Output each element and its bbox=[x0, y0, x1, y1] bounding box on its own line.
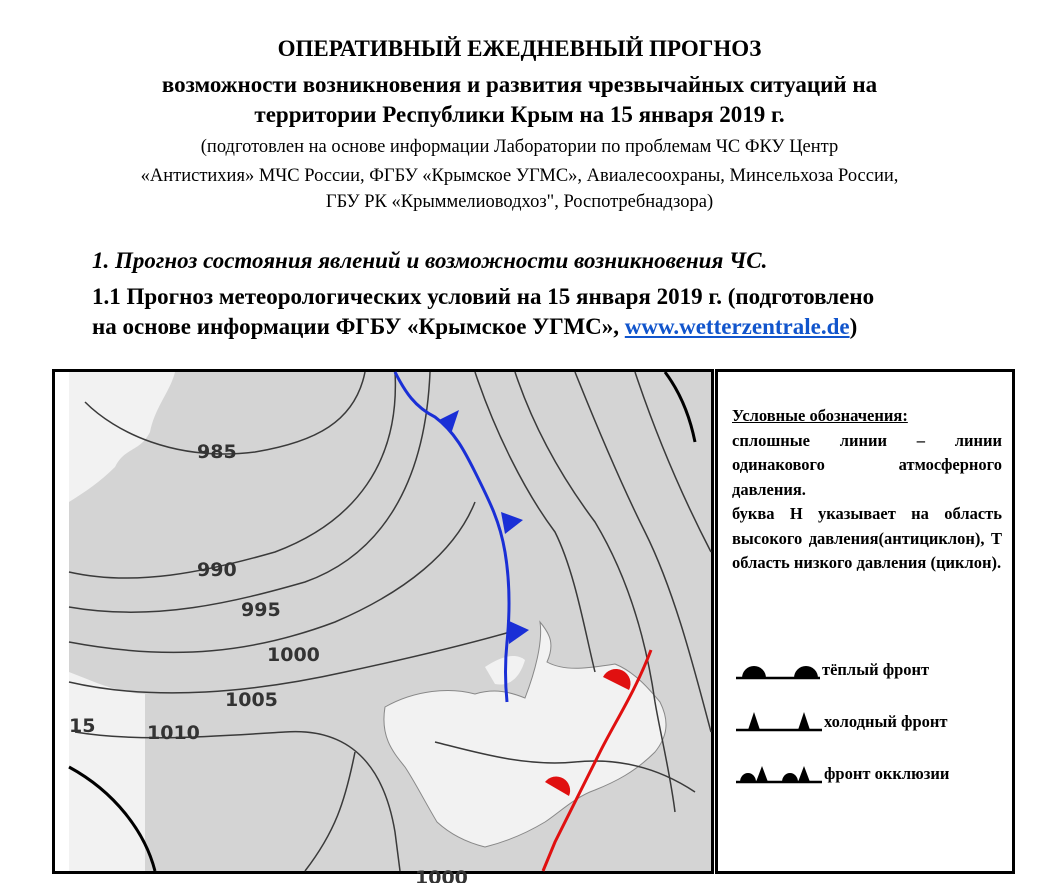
legend-body bbox=[732, 404, 1002, 576]
land-southwest bbox=[69, 672, 145, 871]
isobar-label: 985 bbox=[197, 441, 237, 463]
weather-map bbox=[52, 369, 714, 883]
map-edge bbox=[55, 372, 69, 871]
legend-cold-front bbox=[736, 704, 948, 732]
isobar-label: 1000 bbox=[415, 867, 468, 883]
subsection-prefix: на основе информации ФГБУ «Крымское УГМС», bbox=[92, 314, 625, 339]
source-note-line2: «Антистихия» МЧС России, ФГБУ «Крымское УГМС», Авиалесоохраны, Минсельхоза России, bbox=[140, 166, 899, 186]
report-title: ОПЕРАТИВНЫЙ ЕЖЕДНЕВНЫЙ ПРОГНОЗ bbox=[277, 36, 762, 61]
map-legend bbox=[715, 369, 1015, 874]
source-note-line1: (подготовлен на основе информации Лаборатории по проблемам ЧС ФКУ Центр bbox=[200, 137, 839, 157]
isobar-label: 995 bbox=[241, 599, 281, 621]
section-heading: 1. Прогноз состояния явлений и возможности возникновения ЧС. bbox=[92, 248, 768, 273]
report-subtitle-line2: территории Республики Крым на 15 января 2019 г. bbox=[254, 102, 785, 127]
occlusion-front-symbol bbox=[736, 760, 822, 784]
source-link[interactable]: www.wetterzentrale.de bbox=[624, 314, 850, 339]
isobar-label: 1005 bbox=[225, 689, 278, 711]
legend-occlusion-front bbox=[736, 756, 949, 784]
sea-background bbox=[55, 372, 711, 871]
subsection-suffix: ) bbox=[849, 314, 858, 339]
isobar-label: 1000 bbox=[267, 644, 320, 666]
source-note-line3: ГБУ РК «Крыммелиоводхоз", Роспотребнадзора) bbox=[325, 192, 714, 212]
subsection-heading-line2 bbox=[92, 312, 857, 342]
legend-occlusion-front-label: фронт окклюзии bbox=[824, 764, 950, 783]
legend-warm-front-label: тёплый фронт bbox=[822, 660, 930, 679]
report-subtitle-line1: возможности возникновения и развития чрезвычайных ситуаций на bbox=[161, 72, 878, 97]
legend-title: Условные обозначения: bbox=[732, 406, 908, 425]
legend-warm-front bbox=[736, 652, 929, 680]
warm-front-symbol bbox=[736, 656, 820, 680]
isobar-label: 990 bbox=[197, 559, 237, 581]
cold-front-symbol bbox=[736, 708, 822, 732]
synoptic-map bbox=[55, 372, 711, 883]
legend-pressure-text: буква Н указывает на область высокого давления(антициклон), Т область низкого давления (циклон). bbox=[732, 504, 1002, 572]
legend-isobar-text: сплошные линии – линии одинакового атмосферного давления. bbox=[732, 430, 1002, 499]
isobar-label: 15 bbox=[69, 715, 96, 737]
subsection-heading-line1: 1.1 Прогноз метеорологических условий на 15 января 2019 г. (подготовлено bbox=[92, 284, 875, 309]
legend-cold-front-label: холодный фронт bbox=[824, 712, 948, 731]
isobar-label: 1010 bbox=[147, 722, 200, 744]
